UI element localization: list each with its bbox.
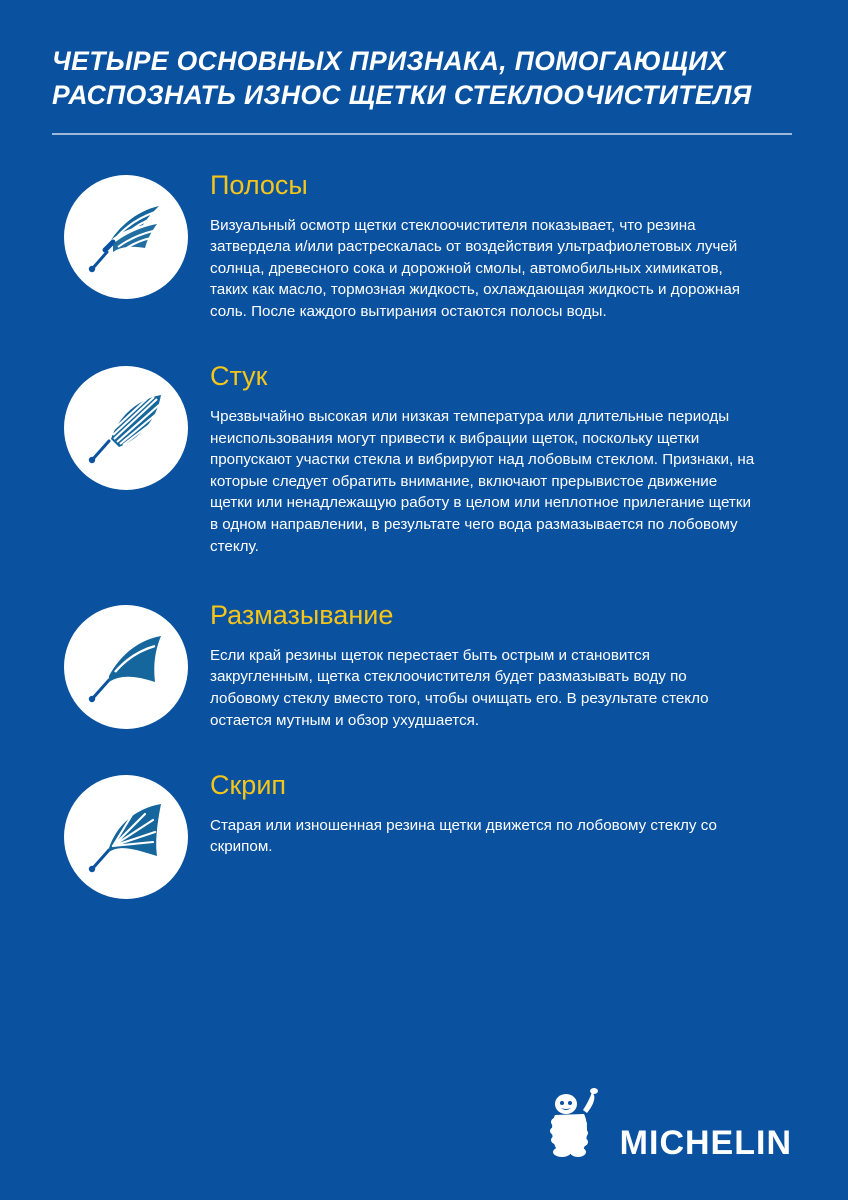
section-title: Размазывание — [210, 600, 394, 631]
wiper-squeak-icon — [64, 775, 188, 899]
section-text: Чрезвычайно высокая или низкая температура или длительные периоды неиспользования могут привести к вибрации щеток, поскольку щетки пропускают участки стекла и вибрируют над лобовым стеклом. Признаки, на которые следует обратить внимание, включают прерывистое движение щетки или ненадлежащую работу в целом или неплотное прилегание щетки в одном направлении, в результате чего вода размазывается по лобовому стеклу. — [210, 408, 755, 555]
section-chatter — [52, 360, 796, 557]
page-title: ЧЕТЫРЕ ОСНОВНЫХ ПРИЗНАКА, ПОМОГАЮЩИХ РАСПОЗНАТЬ ИЗНОС ЩЕТКИ СТЕКЛООЧИСТИТЕЛЯ — [52, 46, 752, 111]
icon-container — [52, 360, 200, 490]
michelin-man-icon — [536, 1088, 610, 1164]
michelin-logo — [536, 1088, 792, 1164]
icon-container — [52, 769, 200, 899]
wiper-smearing-icon — [64, 605, 188, 729]
icon-container — [52, 169, 200, 299]
section-body — [200, 599, 796, 731]
section-title: Скрип — [210, 770, 287, 801]
section-text: Старая или изношенная резина щетки движется по лобовому стеклу со скрипом. — [210, 816, 717, 856]
wiper-streaks-icon — [64, 175, 188, 299]
section-text: Если край резины щеток перестает быть острым и становится закругленным, щетка стеклоочистителя будет размазывать воду по лобовому стеклу вместо того, чтобы очищать его. В результате стекло остается мутным и обзор ухудшается. — [210, 646, 709, 729]
section-squeak — [52, 769, 796, 899]
wiper-chatter-icon — [64, 366, 188, 490]
section-body — [200, 769, 796, 858]
section-body — [200, 169, 796, 323]
section-body — [200, 360, 796, 557]
section-title: Полосы — [210, 169, 308, 200]
sections-list — [0, 135, 848, 899]
header-divider — [52, 133, 792, 135]
icon-container — [52, 599, 200, 729]
section-title: Стук — [210, 361, 268, 392]
section-streaks — [52, 169, 796, 323]
section-smearing — [52, 599, 796, 731]
section-text: Визуальный осмотр щетки стеклоочистителя показывает, что резина затвердела и/или растрескалась от воздействия ультрафиолетовых лучей солнца, древесного сока и дорожной смолы, автомобильных химикатов, таких как масло, тормозная жидкость, охлаждающая жидкость и дорожная соль. После каждого вытирания остаются полосы воды. — [210, 216, 740, 320]
header — [0, 0, 848, 135]
footer — [0, 1088, 848, 1164]
brand-wordmark: MICHELIN — [619, 1124, 792, 1162]
